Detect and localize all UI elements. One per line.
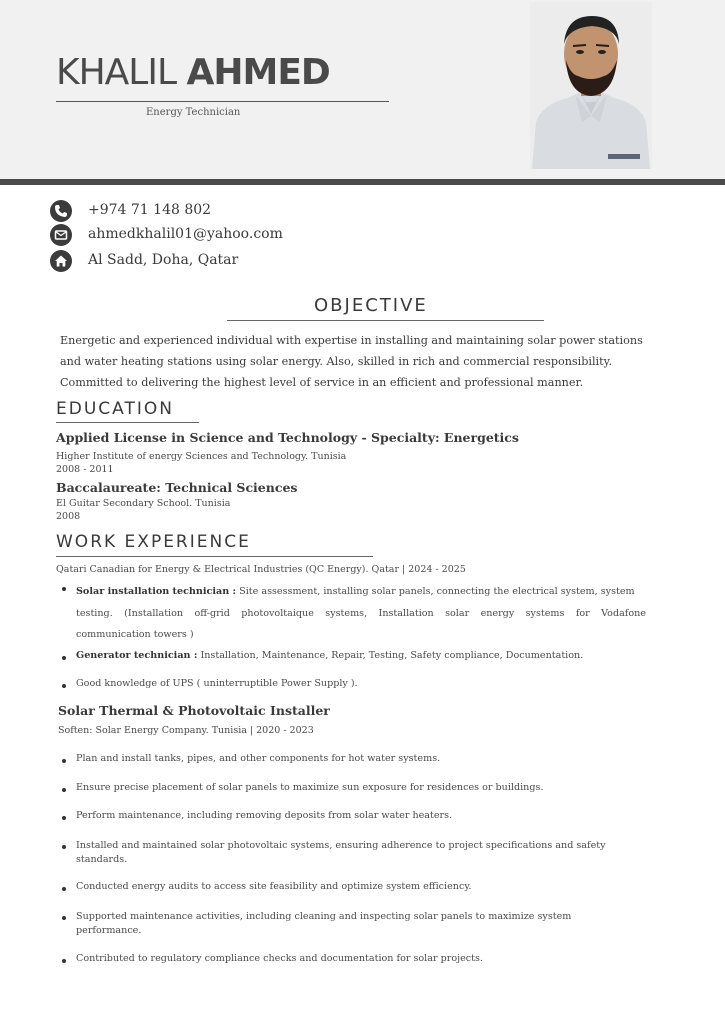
education-years: 2008 [56, 511, 81, 522]
job-bullet [62, 650, 646, 666]
bullet-dot [62, 587, 66, 591]
bullet-text: Good knowledge of UPS ( uninterruptible Power Supply ). [76, 678, 358, 689]
bullet-dot [62, 916, 66, 920]
bullet-dot [62, 959, 66, 963]
bullet-text: Perform maintenance, including removing deposits from solar water heaters. [76, 810, 453, 821]
education-years: 2008 - 2011 [56, 464, 114, 475]
bullet-label: Generator technician : [76, 650, 198, 661]
objective-line: and water heating stations using solar energy. Also, skilled in rich and commercial responsibility. [60, 355, 613, 368]
work-experience-rule [56, 556, 373, 557]
job-bullet [62, 678, 646, 694]
bullet-dot [62, 759, 66, 763]
bullet-text: Supported maintenance activities, including cleaning and inspecting solar panels to maximize system [76, 911, 572, 922]
bullet-text: Ensure precise placement of solar panels to maximize sun exposure for residences or buildings. [76, 782, 544, 793]
education-institution: El Guitar Secondary School. Tunisia [56, 498, 231, 509]
bullet-dot [62, 845, 66, 849]
job-bullet [62, 581, 646, 641]
bullet-text: Contributed to regulatory compliance checks and documentation for solar projects. [76, 953, 483, 964]
bullet-dot [62, 656, 66, 660]
bullet-dot [62, 887, 66, 891]
bullet-text: testing. (Installation off-grid photovoltaique systems, Installation solar energy systems for Vodafone [76, 607, 646, 619]
email-icon [50, 224, 72, 246]
bullet-text: standards. [76, 854, 128, 865]
job-bullet [62, 810, 646, 826]
job-bullet [62, 953, 646, 969]
job-bullet [62, 910, 646, 940]
objective-rule [227, 320, 544, 321]
last-name: AHMED [186, 52, 330, 93]
objective-heading: OBJECTIVE [314, 295, 428, 316]
job-bullet [62, 839, 646, 869]
bullet-label: Solar installation technician : [76, 586, 237, 597]
bullet-dot [62, 684, 66, 688]
objective-paragraph [60, 330, 650, 393]
education-heading: EDUCATION [56, 399, 174, 419]
objective-line: Energetic and experienced individual with expertise in installing and maintaining solar power stations [60, 334, 643, 347]
bullet-text: Installation, Maintenance, Repair, Testing, Safety compliance, Documentation. [197, 650, 584, 661]
job-company: Qatari Canadian for Energy & Electrical Industries (QC Energy). Qatar | 2024 - 2025 [56, 564, 466, 575]
bullet-text: Installed and maintained solar photovoltaic systems, ensuring adherence to project specifications and safety [76, 840, 606, 851]
bullet-text: performance. [76, 925, 142, 936]
header-divider-bar [0, 179, 725, 185]
phone-text: +974 71 148 802 [88, 202, 212, 218]
job-bullet [62, 753, 646, 769]
first-name: KHALIL [56, 52, 177, 93]
education-institution: Higher Institute of energy Sciences and Technology. Tunisia [56, 451, 347, 462]
bullet-dot [62, 816, 66, 820]
bullet-text: Plan and install tanks, pipes, and other components for hot water systems. [76, 753, 441, 764]
bullet-dot [62, 788, 66, 792]
education-degree: Applied License in Science and Technology - Specialty: Energetics [56, 430, 519, 445]
education-degree: Baccalaureate: Technical Sciences [56, 480, 298, 495]
home-icon [50, 250, 72, 272]
work-experience-heading: WORK EXPERIENCE [56, 532, 251, 552]
objective-line: Committed to delivering the highest level of service in an efficient and professional manner. [60, 376, 584, 389]
job-bullet [62, 881, 646, 897]
email-link[interactable]: ahmedkhalil01@yahoo.com [88, 226, 283, 242]
education-rule [56, 422, 199, 423]
job-title: Energy Technician [146, 107, 241, 118]
bullet-text: Site assessment, installing solar panels, connecting the electrical system, system [236, 586, 635, 597]
job-company: Soften: Solar Energy Company. Tunisia | 2020 - 2023 [58, 725, 314, 736]
name-underline [56, 101, 389, 102]
bullet-text: Conducted energy audits to access site feasibility and optimize system efficiency. [76, 881, 472, 892]
profile-photo [530, 2, 652, 169]
address-text: Al Sadd, Doha, Qatar [88, 252, 239, 268]
candidate-name [56, 52, 330, 93]
job-title-2: Solar Thermal & Photovoltaic Installer [58, 703, 330, 718]
job-bullet [62, 782, 646, 798]
profile-photo-illustration [530, 2, 652, 169]
bullet-text: communication towers ) [76, 629, 194, 640]
phone-icon [50, 200, 72, 222]
